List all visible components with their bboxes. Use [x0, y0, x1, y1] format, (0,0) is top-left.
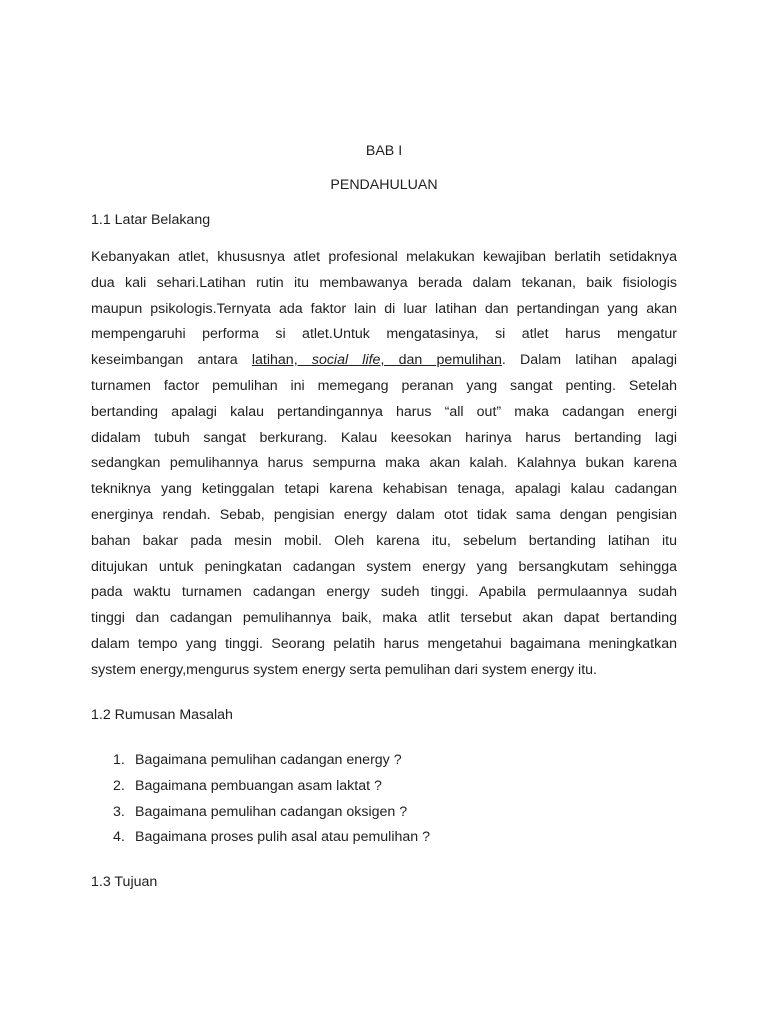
paragraph-line: didalam tubuh sangat berkurang. Kalau keesokan harinya harus bertanding lagi [91, 429, 677, 446]
list-number: 2. [113, 777, 125, 794]
section-heading-latar-belakang: 1.1 Latar Belakang [91, 212, 211, 228]
paragraph-line: tinggi dan cadangan pemulihannya baik, maka atlit tersebut akan dapat bertanding [91, 610, 677, 627]
paragraph-line: pada waktu turnamen cadangan energy sudeh tinggi. Apabila permulaannya sudah [91, 584, 677, 601]
paragraph-line: sedangkan pemulihannya harus sempurna maka akan kalah. Kalahnya bukan karena [91, 455, 677, 472]
rich-text-after: . Dalam latihan apalagi [501, 352, 677, 369]
list-text: Bagaimana pemulihan cadangan energy ? [135, 752, 402, 768]
underlined-end: , dan pemulihan [380, 352, 502, 369]
list-item [113, 748, 430, 774]
underlined-phrase [252, 352, 502, 368]
paragraph-line: tekniknya yang ketinggalan tetapi karena kehabisan tenaga, apalagi kalau cadangan [91, 481, 677, 498]
list-text: Bagaimana proses pulih asal atau pemulihan ? [135, 829, 430, 846]
list-number: 1. [113, 752, 125, 768]
rich-text-before: keseimbangan antara [91, 352, 252, 369]
section-heading-tujuan: 1.3 Tujuan [91, 874, 158, 890]
paragraph-line: maupun psikologis.Ternyata ada faktor lain di luar latihan dan pertandingan yang akan [91, 300, 677, 317]
list-text: Bagaimana pemulihan cadangan oksigen ? [135, 803, 408, 820]
list-item [113, 800, 430, 826]
paragraph-line: turnamen factor pemulihan ini memegang peranan yang sangat penting. Setelah [91, 377, 677, 394]
paragraph-line: Kebanyakan atlet, khususnya atlet profesional melakukan kewajiban berlatih setidaknya [91, 249, 677, 265]
list-text: Bagaimana pembuangan asam laktat ? [135, 777, 382, 794]
paragraph-line: bertanding apalagi kalau pertandingannya harus “all out” maka cadangan energi [91, 403, 677, 420]
underlined-start: latihan, [251, 352, 312, 369]
paragraph-line: dalam tempo yang tinggi. Seorang pelatih harus mengetahui bagaimana meningkatkan [91, 635, 677, 652]
problem-list [113, 748, 430, 851]
paragraph-line: energinya rendah. Sebab, pengisian energy dalam otot tidak sama dengan pengisian [91, 506, 677, 523]
list-item [113, 774, 430, 800]
list-number: 3. [113, 803, 125, 820]
italic-phrase: social life [311, 352, 381, 369]
chapter-label: BAB I [365, 143, 403, 159]
paragraph-line: dua kali sehari.Latihan rutin itu membawanya berada dalam tekanan, baik fisiologis [91, 274, 677, 291]
paragraph-line: system energy,mengurus system energy serta pemulihan dari system energy itu. [91, 661, 597, 678]
paragraph-line: bahan bakar pada mesin mobil. Oleh karena itu, sebelum bertanding latihan itu [91, 532, 677, 549]
chapter-title: PENDAHULUAN [330, 177, 438, 193]
list-number: 4. [113, 829, 125, 846]
paragraph-latar-belakang [91, 245, 677, 684]
paragraph-line: ditujukan untuk peningkatan cadangan system energy yang bersangkutam sehingga [91, 558, 677, 575]
paragraph-line: mempengaruhi performa si atlet.Untuk mengatasinya, si atlet harus mengatur [91, 326, 677, 343]
list-item [113, 825, 430, 851]
paragraph-line-rich [91, 348, 677, 374]
section-heading-rumusan-masalah: 1.2 Rumusan Masalah [91, 707, 233, 723]
